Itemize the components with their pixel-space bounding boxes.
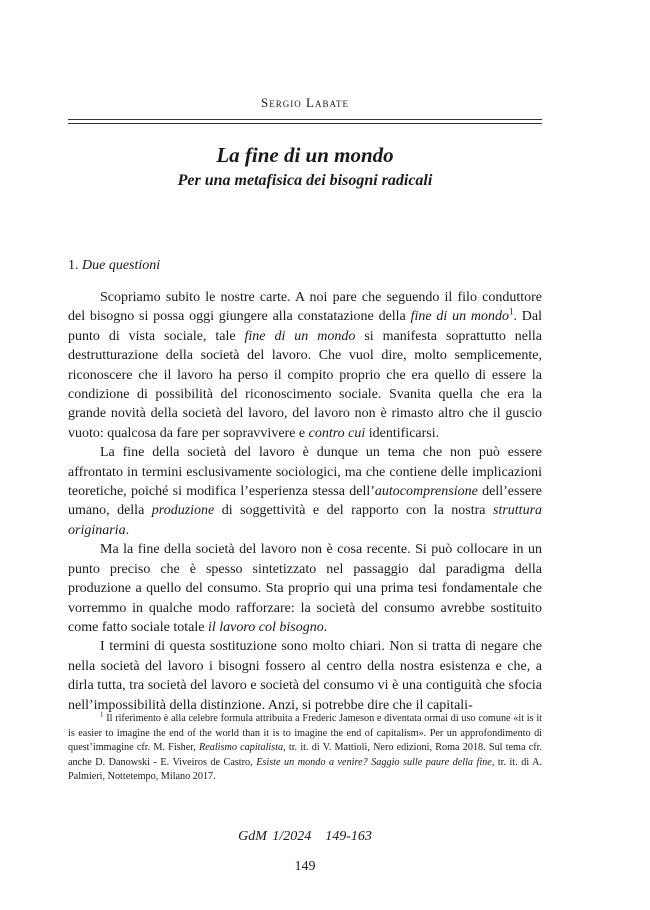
paragraph-1 bbox=[68, 288, 542, 443]
p2-text-c: dell’essere umano, della bbox=[68, 484, 542, 519]
section-number: 1. bbox=[68, 258, 79, 273]
footnote-text-c: , tr. it. di V. Mattioli, Nero edizioni, Roma 2018. Sul tema cfr. anche D. Danowski - E. Viveiros de Castro, bbox=[68, 742, 543, 768]
page-number: 149 bbox=[294, 859, 316, 874]
journal-issue: GdM 1/2024 bbox=[238, 829, 312, 844]
article-title: La fine di un mondo bbox=[216, 143, 394, 167]
p1-emphasis-fine-di-un-mondo: fine di un mondo bbox=[410, 309, 509, 325]
footnote-reference-1[interactable]: 1 bbox=[508, 306, 514, 317]
footnote-marker: 1 bbox=[100, 710, 104, 719]
running-head-author: Sergio Labate bbox=[261, 95, 349, 110]
footnote-1 bbox=[68, 712, 542, 785]
p1-text-e: si manifesta soprattutto nella destrutturazione della società del lavoro. Che vuol dire, molto semplicemente, riconoscere che il lavoro ha perso il compito proprio che era quello di essere la condizione di possibilità del riconoscimento sociale. Svanita quella che era la grande novità della società del lavoro, del lavoro non è rimasto altro che il guscio vuoto: qualcosa da fare per sopravvivere e bbox=[68, 328, 543, 441]
paragraph-3 bbox=[68, 540, 542, 637]
p2-text-g: . bbox=[125, 522, 130, 538]
footnote-text-a: Il riferimento è alla celebre formula attribuita a Frederic Jameson e diventata ormai di uso comune «it is it is easier to imagine the end of the world than it is to imagine the end of capitalism». Per un approfondimento di quest’immagine cfr. M. Fisher, bbox=[68, 713, 542, 753]
p2-text-a: La fine della società del lavoro è dunque un tema che non può essere affrontato in termini esclusivamente sociologici, ma che contiene delle implicazioni teoretiche, poiché si modifica l’esperienza stessa dell’ bbox=[68, 445, 542, 500]
paragraph-2 bbox=[68, 443, 542, 540]
p2-emphasis-autocomprensione: autocomprensione bbox=[374, 484, 478, 500]
paragraph-4 bbox=[68, 637, 542, 715]
body-text bbox=[68, 288, 542, 715]
footnote-text-e: , tr. it. di A. Palmieri, Nottetempo, Milano 2017. bbox=[68, 756, 543, 782]
header-rule-bottom bbox=[68, 123, 542, 124]
p1-text-c: . Dal punto di vista sociale, tale bbox=[68, 309, 542, 344]
p2-emphasis-produzione: produzione bbox=[151, 503, 215, 519]
p1-text-g: identificarsi. bbox=[365, 425, 440, 441]
section-title: Due questioni bbox=[82, 258, 161, 273]
p2-emphasis-struttura-originaria: struttura originaria bbox=[68, 503, 543, 538]
header-rule-top bbox=[68, 119, 542, 120]
p4-text-a: I termini di questa sostituzione sono molto chiari. Non si tratta di negare che nella società del lavoro i bisogni fossero al centro della nostra esistenza e che, a dirla tutta, tra società del lavoro e società del consumo vi è una contiguità che sfocia nell’impossibilità della distinzione. Anzi, si potrebbe dire che il capitali- bbox=[68, 639, 542, 713]
footnote-book-esiste-un-mondo: Esiste un mondo a venire? Saggio sulle paure della fine bbox=[256, 756, 492, 768]
footnote-text bbox=[68, 712, 542, 785]
p1-text-a: Scopriamo subito le nostre carte. A noi pare che seguendo il filo conduttore del bisogno si possa oggi giungere alla constatazione della bbox=[68, 290, 542, 325]
section-heading bbox=[68, 258, 160, 274]
journal-page-range: 149-163 bbox=[325, 829, 372, 844]
p3-emphasis-lavoro-col-bisogno: il lavoro col bisogno bbox=[207, 619, 324, 635]
footnote-book-realismo-capitalista: Realismo capitalista bbox=[199, 742, 284, 753]
p3-text-a: Ma la fine della società del lavoro non è cosa recente. Si può collocare in un punto preciso che è spesso sintetizzato nel passaggio dal paradigma della produzione a quello del consumo. Sta proprio qui una prima tesi fondamentale che vorremmo in qualche modo rafforzare: la società del consumo avrebbe sostituito come fatto sociale totale bbox=[68, 542, 542, 635]
article-subtitle: Per una metafisica dei bisogni radicali bbox=[177, 172, 433, 189]
p3-text-c: . bbox=[323, 619, 328, 635]
p1-emphasis-contro-cui: contro cui bbox=[308, 425, 366, 441]
journal-reference bbox=[68, 829, 542, 845]
p1-emphasis-fine-di-un-mondo-2: fine di un mondo bbox=[244, 328, 356, 344]
p2-text-e: di soggettività e del rapporto con la nostra bbox=[214, 503, 493, 519]
